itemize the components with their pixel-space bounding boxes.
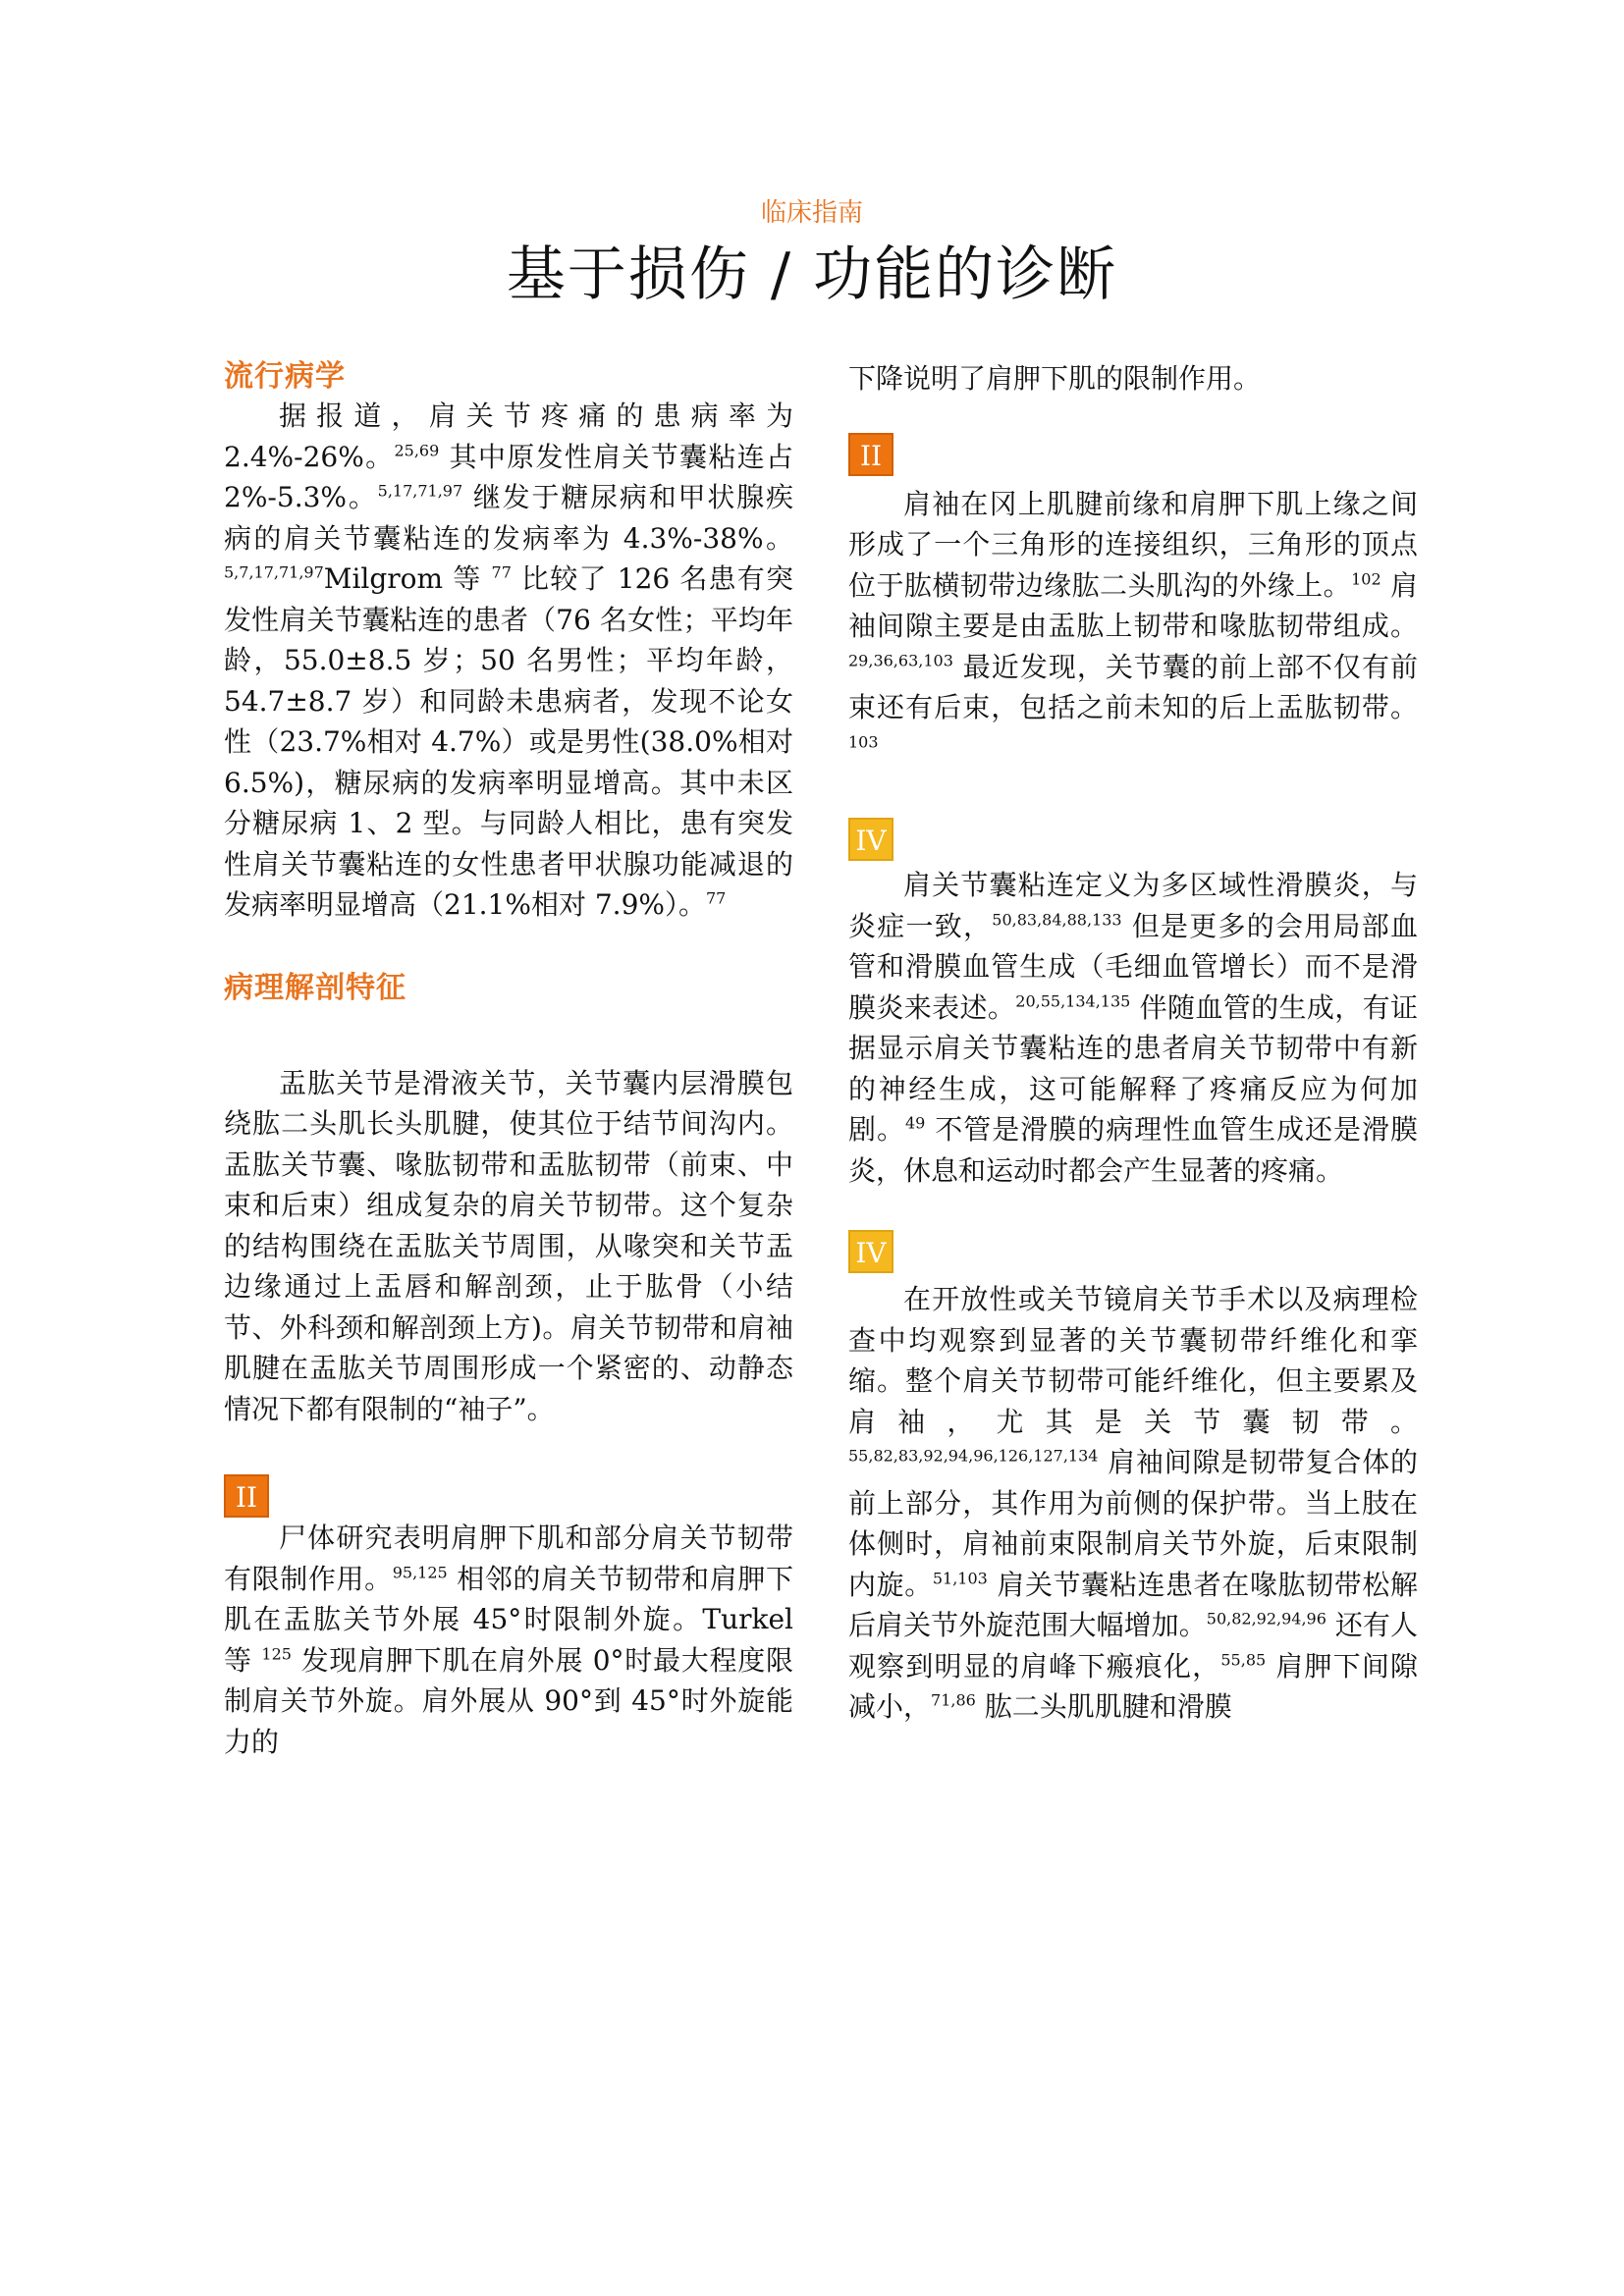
citation-ref: 50,82,92,94,96 — [1206, 1609, 1326, 1629]
text-run: 发现肩胛下肌在肩外展 0°时最大程度限制肩关节外旋。肩外展从 90°到 45°时外旋能力的 — [224, 1643, 793, 1758]
text-run: Milgrom 等 — [323, 562, 492, 595]
citation-ref: 55,85 — [1220, 1650, 1267, 1670]
left-column — [224, 358, 793, 1762]
paragraph — [848, 484, 1418, 770]
citation-ref: 25,69 — [394, 441, 440, 460]
evidence-level-badge: II — [224, 1474, 269, 1518]
text-run: 肩袖间隙主要是由盂肱上韧带和喙肱韧带组成。 — [848, 568, 1418, 642]
text-run: 肩关节囊粘连定义为多区域性滑膜炎，与炎症一致， — [848, 869, 1418, 942]
evidence-level-badge: IV — [848, 1230, 893, 1273]
text-run: 肩袖间隙是韧带复合体的前上部分，其作用为前侧的保护带。当上肢在体侧时，肩袖前束限制肩关节外旋，后束限制内旋。 — [848, 1446, 1418, 1601]
citation-ref: 5,7,17,71,97 — [224, 562, 324, 582]
text-run: 尸体研究表明肩胛下肌和部分肩关节韧带有限制作用。 — [224, 1522, 793, 1595]
text-run: 肱二头肌肌腱和滑膜 — [975, 1690, 1232, 1723]
text-run: 据报道，肩关节疼痛的患病率为 2.4%-26%。 — [224, 400, 793, 473]
text-run: 还有人观察到明显的肩峰下瘢痕化， — [848, 1609, 1418, 1682]
text-run: 在开放性或关节镜肩关节手术以及病理检查中均观察到显著的关节囊韧带纤维化和挛缩。整个肩关节韧带可能纤维化，但主要累及肩袖，尤其是关节囊韧带。 — [848, 1283, 1418, 1438]
citation-ref: 103 — [848, 732, 879, 752]
paragraph — [848, 358, 1418, 400]
citation-ref: 5,17,71,97 — [377, 481, 463, 501]
text-run: 继发于糖尿病和甲状腺疾病的肩关节囊粘连的发病率为 4.3%-38%。 — [224, 481, 793, 555]
citation-ref: 51,103 — [932, 1569, 988, 1588]
text-run: 下降说明了肩胛下肌的限制作用。 — [848, 362, 1262, 395]
citation-ref: 95,125 — [392, 1563, 448, 1582]
heading-epidemiology: 流行病学 — [224, 359, 346, 394]
evidence-level-badge: IV — [848, 818, 893, 861]
citation-ref: 50,83,84,88,133 — [992, 910, 1122, 930]
paragraph — [224, 1063, 793, 1430]
right-column — [848, 358, 1418, 1728]
paragraph — [224, 1518, 793, 1762]
text-run: 肩袖在冈上肌腱前缘和肩胛下肌上缘之间形成了一个三角形的连接组织，三角形的顶点位于肱横韧带边缘肱二头肌沟的外缘上。 — [848, 487, 1418, 602]
text-run: 肩关节囊粘连患者在喙肱韧带松解后肩关节外旋范围大幅增加。 — [848, 1568, 1418, 1641]
citation-ref: 102 — [1351, 569, 1381, 589]
text-run: 比较了 126 名患有突发性肩关节囊粘连的患者（76 名女性；平均年龄，55.0±8.5 岁；50 名男性；平均年龄，54.7±8.7 岁）和同龄未患病者，发现不论女性（23.7%相对 4.7%）或是男性(38.0%相对 6.5%)，糖尿病的发病率明显增高。其中未区分糖尿病 1、2 型。与同龄人相比，患有突发性肩关节囊粘连的女性患者甲状腺功能减退的发病率明显增高（21.1%相对 7.9%）。 — [224, 562, 793, 921]
paragraph — [224, 396, 793, 926]
citation-ref: 55,82,83,92,94,96,126,127,134 — [848, 1446, 1099, 1466]
page-header — [0, 196, 1624, 314]
text-run: 不管是滑膜的病理性血管生成还是滑膜炎，休息和运动时都会产生显著的疼痛。 — [848, 1113, 1418, 1187]
text-run: 盂肱关节是滑液关节，关节囊内层滑膜包绕肱二头肌长头肌腱，使其位于结节间沟内。盂肱关节囊、喙肱韧带和盂肱韧带（前束、中束和后束）组成复杂的肩关节韧带。这个复杂的结构围绕在盂肱关节周围，从喙突和关节盂边缘通过上盂唇和解剖颈，止于肱骨（小结节、外科颈和解剖颈上方)。肩关节韧带和肩袖肌腱在盂肱关节周围形成一个紧密的、动静态情况下都有限制的“袖子”。 — [224, 1066, 793, 1425]
text-run: 但是更多的会用局部血管和滑膜血管生成（毛细血管增长）而不是滑膜炎来表述。 — [848, 909, 1418, 1024]
citation-ref: 29,36,63,103 — [848, 651, 953, 670]
evidence-level-badge: II — [848, 433, 893, 476]
text-run: 相邻的肩关节韧带和肩胛下肌在盂肱关节外展 45°时限制外旋。Turkel 等 — [224, 1562, 793, 1677]
text-run: 肩胛下间隙减小， — [848, 1649, 1418, 1723]
citation-ref: 49 — [904, 1113, 926, 1133]
citation-ref: 71,86 — [931, 1690, 976, 1710]
paragraph — [848, 1279, 1418, 1728]
citation-ref: 20,55,134,135 — [1015, 991, 1131, 1011]
section-kicker: 临床指南 — [760, 198, 863, 228]
text-run: 其中原发性肩关节囊粘连占 2%-5.3%。 — [224, 440, 793, 513]
text-run: 最近发现，关节囊的前上部不仅有前束还有后束，包括之前未知的后上盂肱韧带。 — [848, 650, 1418, 723]
heading-pathoanatomy: 病理解剖特征 — [224, 970, 406, 1005]
paragraph — [848, 865, 1418, 1191]
citation-ref: 77 — [491, 562, 512, 582]
citation-ref: 125 — [261, 1644, 292, 1664]
text-run: 伴随血管的生成，有证据显示肩关节囊粘连的患者肩关节韧带中有新的神经生成，这可能解释了疼痛反应为何加剧。 — [848, 990, 1418, 1146]
citation-ref: 77 — [706, 888, 727, 908]
page-title: 基于损伤 / 功能的诊断 — [506, 240, 1118, 309]
